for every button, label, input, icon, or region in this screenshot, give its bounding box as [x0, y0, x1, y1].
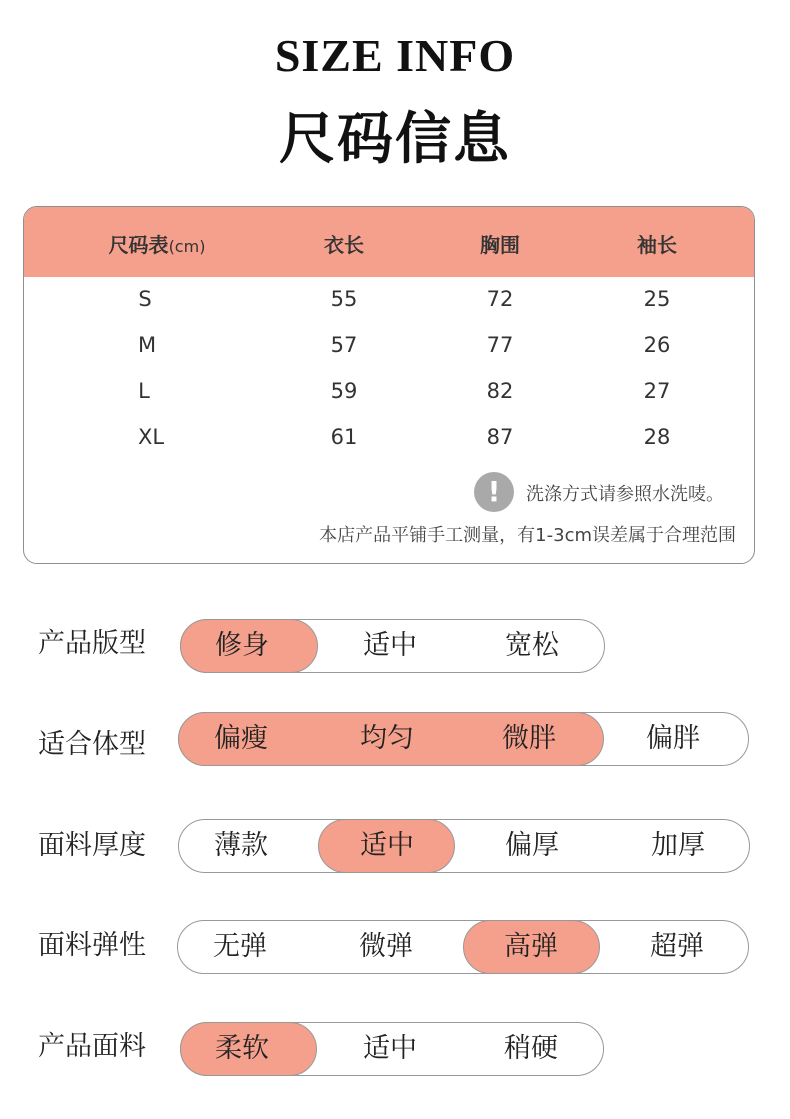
attr-label-body: 适合体型	[38, 729, 146, 760]
row-size: L	[138, 379, 150, 403]
size-chart-label: 尺码表	[108, 233, 169, 257]
page-title-cn: 尺码信息	[279, 107, 511, 172]
attr-scale-elasticity	[177, 920, 749, 974]
row-size: M	[137, 333, 157, 357]
header-chest: 胸围	[480, 233, 520, 257]
option-fabric-soft[interactable]: 柔软	[215, 1033, 269, 1064]
option-elasticity-high[interactable]: 高弹	[504, 931, 558, 962]
row-size: S	[138, 287, 152, 311]
measure-note: 本店产品平铺手工测量，有1-3cm误差属于合理范围	[319, 525, 736, 546]
row-chest: 77	[486, 333, 514, 357]
row-sleeve: 26	[643, 333, 671, 357]
attr-label-thickness: 面料厚度	[38, 830, 146, 861]
option-body-slim[interactable]: 偏瘦	[214, 723, 268, 754]
option-thickness-medium[interactable]: 适中	[360, 830, 414, 861]
attr-label-fabric: 产品面料	[38, 1031, 146, 1062]
row-sleeve: 27	[643, 379, 671, 403]
option-fit-loose[interactable]: 宽松	[505, 630, 559, 661]
row-chest: 87	[486, 425, 514, 449]
option-body-plump[interactable]: 偏胖	[646, 723, 700, 754]
option-fit-regular[interactable]: 适中	[363, 630, 417, 661]
size-table	[23, 206, 755, 564]
row-length: 55	[330, 287, 358, 311]
row-sleeve: 25	[643, 287, 671, 311]
option-fabric-stiff[interactable]: 稍硬	[504, 1033, 558, 1064]
size-chart-unit: (cm)	[168, 237, 206, 256]
option-elasticity-super[interactable]: 超弹	[650, 931, 704, 962]
option-elasticity-none[interactable]: 无弹	[213, 931, 267, 962]
option-thickness-thick[interactable]: 偏厚	[505, 830, 559, 861]
row-length: 57	[330, 333, 358, 357]
page-title-en: SIZE INFO	[274, 30, 516, 81]
option-body-slightly-plump[interactable]: 微胖	[502, 723, 556, 754]
option-thickness-thin[interactable]: 薄款	[214, 830, 268, 861]
row-size: XL	[137, 425, 165, 449]
option-fit-slim[interactable]: 修身	[215, 630, 269, 661]
header-sleeve: 袖长	[637, 233, 677, 257]
row-chest: 82	[486, 379, 514, 403]
option-body-average[interactable]: 均匀	[360, 723, 414, 754]
option-thickness-extra-thick[interactable]: 加厚	[651, 830, 705, 861]
row-length: 61	[330, 425, 358, 449]
attr-scale-fit	[180, 619, 605, 673]
row-length: 59	[330, 379, 358, 403]
option-elasticity-slight[interactable]: 微弹	[359, 931, 413, 962]
exclamation-icon: !	[474, 472, 514, 512]
header-size-chart	[109, 229, 206, 258]
attr-scale-fabric	[180, 1022, 604, 1076]
option-fabric-medium[interactable]: 适中	[363, 1033, 417, 1064]
row-chest: 72	[486, 287, 514, 311]
attr-label-fit: 产品版型	[38, 628, 146, 659]
attr-scale-body	[178, 712, 749, 766]
wash-note: 洗涤方式请参照水洗唛。	[526, 484, 724, 505]
attr-label-elasticity: 面料弹性	[38, 930, 146, 961]
attr-scale-thickness	[178, 819, 750, 873]
header-length: 衣长	[324, 233, 364, 257]
row-sleeve: 28	[643, 425, 671, 449]
